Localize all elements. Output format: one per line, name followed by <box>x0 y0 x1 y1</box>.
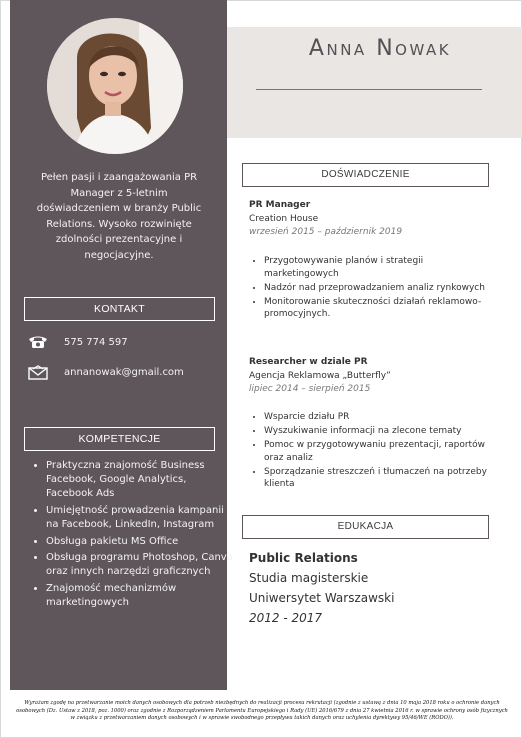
list-item: • Pomoc w przygotowywaniu prezentacji, raportów oraz analiz <box>264 439 489 464</box>
phone-icon <box>28 334 50 350</box>
education-degree: Studia magisterskie <box>249 571 369 585</box>
list-item: • Monitorowanie skuteczności działań reklamowo-promocyjnych. <box>264 296 489 321</box>
job-dates: lipiec 2014 – sierpień 2015 <box>249 384 371 394</box>
list-item: • Obsługa pakietu MS Office <box>46 535 236 549</box>
profile-summary: Pełen pasji i zaangażowania PR Manager z 5-letnim doświadczeniem w branży Public Relations. Wysoko rozwinięte zdolności prezentacyjne i negocjacyjne. <box>36 172 202 261</box>
profile-photo <box>47 18 183 154</box>
contact-phone[interactable]: 575 774 597 <box>64 336 128 348</box>
list-item: • Wyszukiwanie informacji na zlecone tematy <box>264 425 489 438</box>
education-school: Uniwersytet Warszawski <box>249 591 395 605</box>
job-dates: wrzesień 2015 – październik 2019 <box>249 227 403 237</box>
job-duties <box>250 411 489 492</box>
contact-email[interactable]: annanowak@gmail.com <box>64 366 184 378</box>
list-item: • Nadzór nad przeprowadzaniem analiz rynkowych <box>264 282 489 295</box>
job-company: Agencja Reklamowa „Butterfly” <box>249 371 391 381</box>
list-item: • Znajomość mechanizmów marketingowych <box>46 582 236 610</box>
contact-email-row <box>28 363 184 381</box>
job-title: PR Manager <box>249 200 311 210</box>
contact-phone-row <box>28 333 128 351</box>
full-name <box>260 36 500 61</box>
job-title: Researcher w dziale PR <box>249 357 368 367</box>
job-duties <box>250 255 489 322</box>
job-company: Creation House <box>249 214 319 224</box>
education-heading: EDUKACJA <box>242 515 489 539</box>
last-name: Nowak <box>376 36 452 61</box>
name-divider <box>256 89 482 90</box>
profile-photo-illustration <box>47 18 183 154</box>
envelope-icon <box>28 364 50 380</box>
list-item: • Sporządzanie streszczeń i tłumaczeń na potrzeby klienta <box>264 466 489 491</box>
first-name: Anna <box>308 36 367 61</box>
education-years: 2012 - 2017 <box>249 611 323 625</box>
skills-heading: KOMPETENCJE <box>24 427 215 451</box>
sidebar <box>10 0 233 690</box>
list-item: • Praktyczna znajomość Business Facebook, Google Analytics, Facebook Ads <box>46 459 236 502</box>
list-item: • Przygotowywanie planów i strategii marketingowych <box>264 255 489 280</box>
experience-heading: DOŚWIADCZENIE <box>242 163 489 187</box>
contact-heading: KONTAKT <box>24 297 215 321</box>
gdpr-consent-clause: Wyrażam zgodę na przetwarzanie moich danych osobowych dla potrzeb niezbędnych do realizacji procesu rekrutacji (zgodnie z ustawą z dnia 10 maja 2018 roku o ochronie danych osobowych (Dz. Ustaw z 2018, poz. 1000) oraz zgodnie z Rozporządzeniem Parlamentu Europejskiego i Rady (UE) 2016/679 z dnia 27 kwietnia 2016 r. w sprawie ochrony osób fizycznych w związku z przetwarzaniem danych osobowych i w sprawie swobodnego przepływu takich danych oraz uchylenia dyrektywy 95/46/WE (RODO)). <box>16 700 508 722</box>
list-item: • Wsparcie działu PR <box>264 411 489 424</box>
list-item: • Obsługa programu Photoshop, Canva oraz innych narzędzi graficznych <box>46 551 236 579</box>
education-field: Public Relations <box>249 551 358 565</box>
list-item: • Umiejętność prowadzenia kampanii na Facebook, LinkedIn, Instagram <box>46 504 236 532</box>
skills-list <box>30 459 236 613</box>
